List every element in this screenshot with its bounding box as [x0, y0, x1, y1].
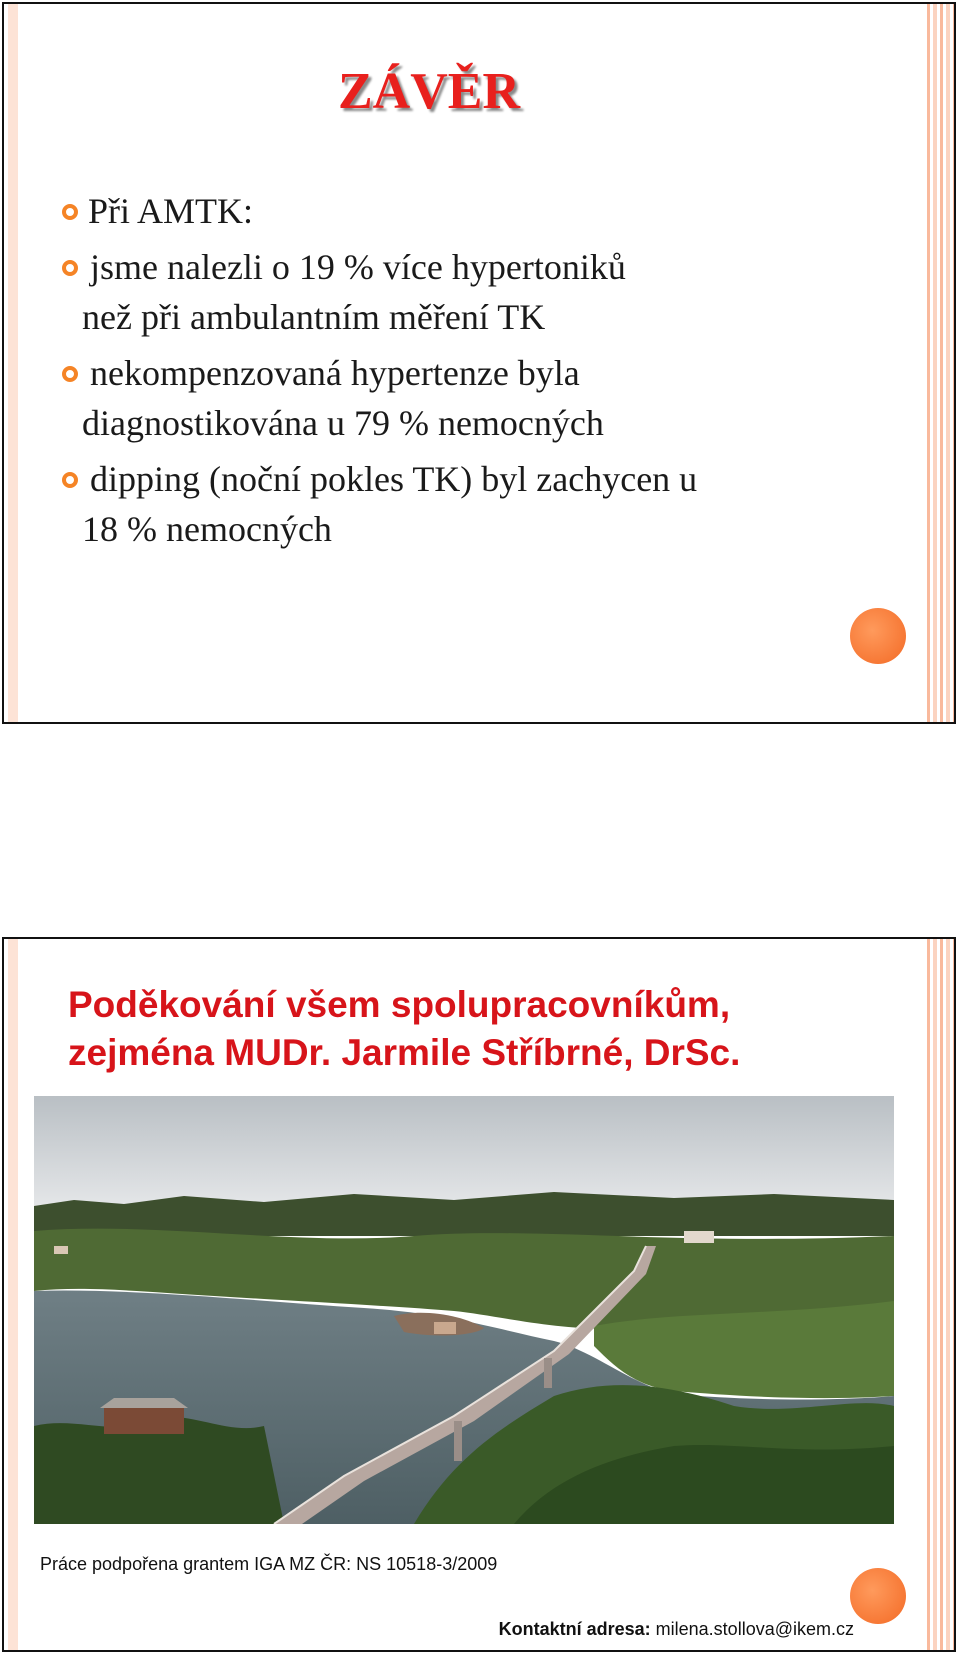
list-item: [58, 242, 858, 342]
orange-dot: [850, 1568, 906, 1624]
right-decor-stripes: [924, 4, 954, 722]
bullet-ring-icon: [62, 260, 78, 276]
right-decor-stripes: [924, 939, 954, 1650]
contact-email: milena.stollova@ikem.cz: [655, 1619, 854, 1639]
slide-conclusion: [2, 2, 956, 724]
orange-dot: [850, 608, 906, 664]
bullet-line-2: než při ambulantním měření TK: [82, 297, 546, 337]
bullet-line-1: jsme nalezli o 19 % více hypertoniků: [90, 247, 626, 287]
contact-label: Kontaktní adresa:: [498, 1619, 651, 1639]
conclusion-list: [58, 186, 858, 560]
bullet-line-2: 18 % nemocných: [82, 509, 332, 549]
contact-line: [499, 1619, 854, 1640]
list-item: [58, 454, 858, 554]
bullet-ring-icon: [62, 472, 78, 488]
acknowledgement-heading: [68, 981, 888, 1077]
bullet-ring-icon: [62, 204, 78, 220]
bullet-ring-icon: [62, 366, 78, 382]
left-decor-strip: [8, 939, 18, 1650]
bullet-line-1: nekompenzovaná hypertenze byla: [90, 353, 580, 393]
bullet-line-2: diagnostikována u 79 % nemocných: [82, 403, 604, 443]
landscape-photo: [34, 1096, 894, 1524]
slide-acknowledgement: [2, 937, 956, 1652]
list-item: [58, 348, 858, 448]
grant-note: Práce podpořena grantem IGA MZ ČR: NS 10518-3/2009: [40, 1554, 498, 1574]
thanks-line-1: Poděkování všem spolupracovníkům,: [68, 984, 731, 1025]
bullet-line-1: dipping (noční pokles TK) byl zachycen u: [90, 459, 698, 499]
list-item-intro: [58, 186, 858, 236]
left-decor-strip: [8, 4, 18, 722]
thanks-line-2: zejména MUDr. Jarmile Stříbrné, DrSc.: [68, 1032, 741, 1073]
intro-text: Při AMTK:: [88, 191, 254, 231]
slide-title: ZÁVĚR: [338, 63, 521, 120]
bridge-landscape-image: [34, 1096, 894, 1524]
